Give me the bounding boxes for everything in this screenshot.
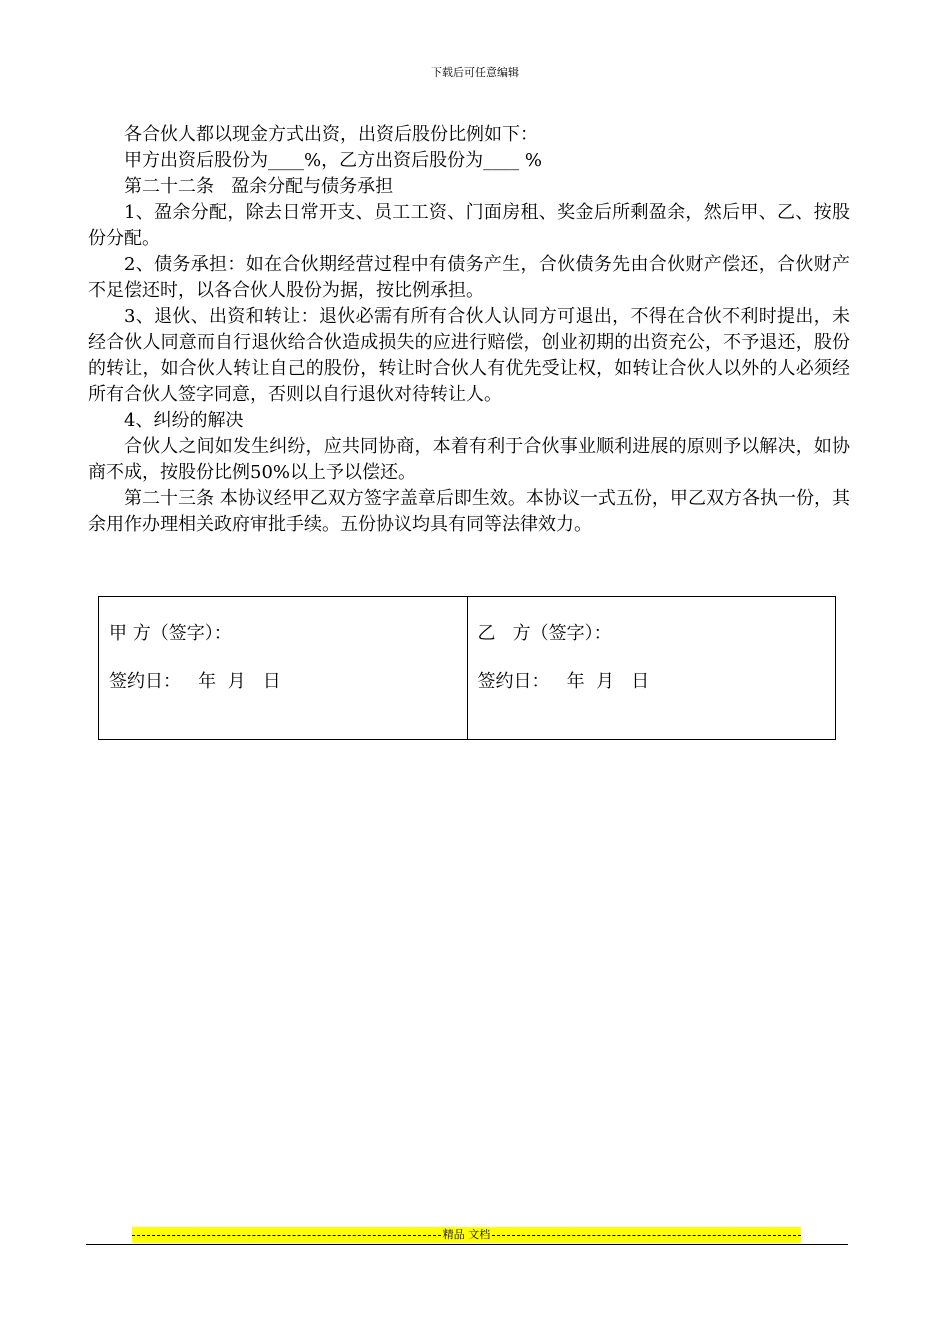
paragraph-dispute-resolution: 合伙人之间如发生纠纷，应共同协商，本着有利于合伙事业顺利进展的原则予以解决，如协商不成，按股份比例50%以上予以偿还。 <box>88 436 850 483</box>
footer-banner <box>132 1227 801 1243</box>
footer-label: 精品 文档 <box>442 1228 491 1241</box>
paragraph-share-ratio: 甲方出资后股份为____%，乙方出资后股份为____ % <box>124 150 542 171</box>
footer-dash-right <box>492 1235 801 1236</box>
footer-rule <box>86 1244 848 1245</box>
party-a-date-label: 签约日： 年 月 日 <box>109 671 281 692</box>
page-header: 下载后可任意编辑 <box>431 66 519 79</box>
article-22-heading: 第二十二条 盈余分配与债务承担 <box>124 176 394 197</box>
signature-table <box>98 596 836 740</box>
party-a-signature-cell <box>99 597 468 740</box>
paragraph-dispute-heading: 4、纠纷的解决 <box>124 410 244 431</box>
paragraph-profit-distribution: 1、盈余分配，除去日常开支、员工工资、门面房租、奖金后所剩盈余，然后甲、乙、按股份分配。 <box>88 202 850 249</box>
paragraph-debt-liability: 2、债务承担：如在合伙期经营过程中有债务产生，合伙债务先由合伙财产偿还，合伙财产不足偿还时，以各合伙人股份为据，按比例承担。 <box>88 254 850 301</box>
footer-dash-left <box>132 1235 441 1236</box>
paragraph-withdrawal-transfer: 3、退伙、出资和转让：退伙必需有所有合伙人认同方可退出，不得在合伙不利时提出，未经合伙人同意而自行退伙给合伙造成损失的应进行赔偿，创业初期的出资充公，不予退还，股份的转让，如合伙人转让自己的股份，转让时合伙人有优先受让权，如转让合伙人以外的人必须经所有合伙人签字同意，否则以自行退伙对待转让人。 <box>88 306 850 405</box>
article-23-effectiveness: 第二十三条 本协议经甲乙双方签字盖章后即生效。本协议一式五份，甲乙双方各执一份，其余用作办理相关政府审批手续。五份协议均具有同等法律效力。 <box>88 488 850 535</box>
party-b-date-label: 签约日： 年 月 日 <box>477 671 650 692</box>
party-b-signature-cell <box>467 597 836 740</box>
document-body <box>88 122 850 538</box>
party-a-sign-label: 甲 方（签字）： <box>109 623 232 644</box>
party-b-sign-label: 乙 方（签字）： <box>477 623 612 644</box>
paragraph-capital-method: 各合伙人都以现金方式出资，出资后股份比例如下： <box>124 124 538 145</box>
